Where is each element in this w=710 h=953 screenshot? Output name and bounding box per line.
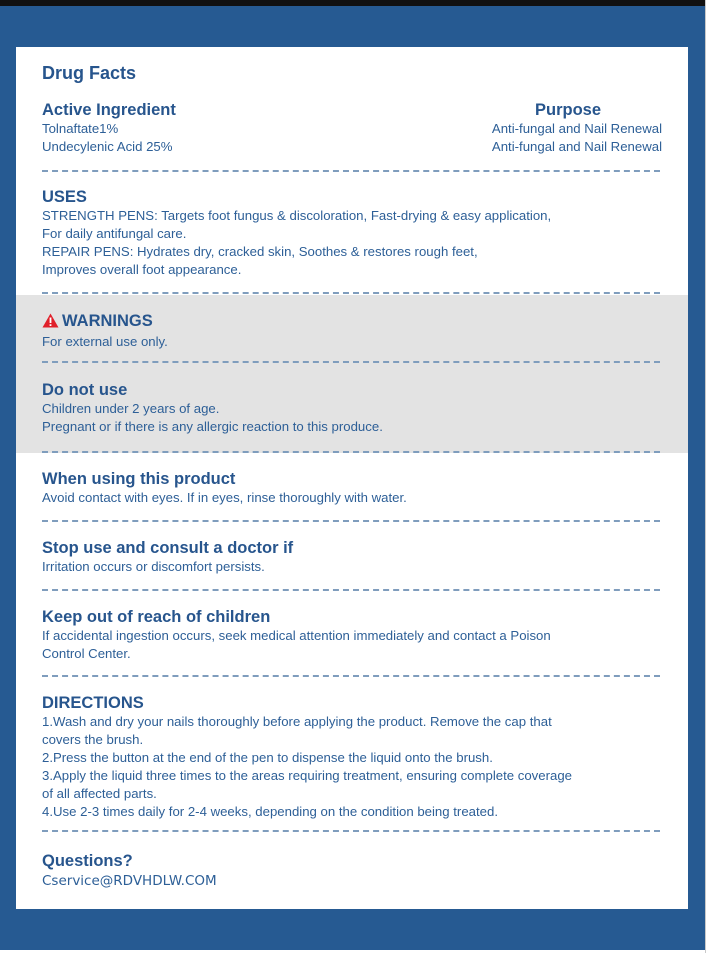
support-email: Cservice@RDVHDLW.COM [42, 873, 217, 889]
ingredient-purpose: Anti-fungal and Nail Renewal [491, 139, 662, 154]
warnings-text: For external use only. [42, 334, 168, 349]
questions-heading: Questions? [42, 852, 133, 870]
uses-line: REPAIR PENS: Hydrates dry, cracked skin, Soothes & restores rough feet, [42, 244, 478, 259]
uses-line: For daily antifungal care. [42, 226, 187, 241]
do-not-use-line: Pregnant or if there is any allergic reaction to this produce. [42, 419, 383, 434]
uses-line: STRENGTH PENS: Targets foot fungus & discoloration, Fast-drying & easy application, [42, 208, 552, 223]
active-ingredient-section [42, 100, 662, 156]
warnings-heading: WARNINGS [62, 312, 153, 330]
directions-line: of all affected parts. [42, 786, 157, 801]
directions-line: 1.Wash and dry your nails thoroughly before applying the product. Remove the cap that [42, 714, 552, 729]
when-using-section [42, 469, 662, 507]
divider [42, 589, 660, 591]
divider [42, 675, 660, 677]
page-edge [705, 0, 710, 953]
divider [42, 170, 660, 172]
active-ingredient-heading: Active Ingredient [42, 101, 176, 119]
warnings-section [42, 311, 662, 351]
uses-heading: USES [42, 188, 87, 206]
divider [42, 361, 660, 363]
keep-out-line: If accidental ingestion occurs, seek medical attention immediately and contact a Poison [42, 628, 551, 643]
uses-line: Improves overall foot appearance. [42, 262, 242, 277]
keep-out-heading: Keep out of reach of children [42, 608, 271, 626]
directions-line: 3.Apply the liquid three times to the areas requiring treatment, ensuring complete coverage [42, 768, 572, 783]
do-not-use-line: Children under 2 years of age. [42, 401, 220, 416]
directions-line: 4.Use 2-3 times daily for 2-4 weeks, depending on the condition being treated. [42, 804, 498, 819]
ingredient-name: Undecylenic Acid 25% [42, 139, 173, 154]
stop-use-heading: Stop use and consult a doctor if [42, 539, 294, 557]
uses-section [42, 187, 662, 279]
do-not-use-section [42, 380, 662, 436]
ingredient-purpose: Anti-fungal and Nail Renewal [491, 121, 662, 136]
do-not-use-heading: Do not use [42, 381, 128, 399]
directions-line: 2.Press the button at the end of the pen to dispense the liquid onto the brush. [42, 750, 493, 765]
ingredient-name: Tolnaftate1% [42, 121, 119, 136]
directions-heading: DIRECTIONS [42, 694, 144, 712]
divider [42, 292, 660, 294]
directions-section [42, 693, 662, 821]
page-title: Drug Facts [42, 63, 137, 83]
when-using-text: Avoid contact with eyes. If in eyes, rinse thoroughly with water. [42, 490, 407, 505]
drug-facts-panel [16, 47, 688, 909]
keep-out-section [42, 607, 662, 663]
directions-line: covers the brush. [42, 732, 144, 747]
questions-section [42, 851, 662, 891]
stop-use-text: Irritation occurs or discomfort persists. [42, 559, 265, 574]
stop-use-section [42, 538, 662, 576]
keep-out-line: Control Center. [42, 646, 131, 661]
warning-triangle-icon [42, 313, 59, 333]
divider [42, 830, 660, 832]
divider [42, 520, 660, 522]
divider [42, 451, 660, 453]
purpose-heading: Purpose [534, 101, 602, 119]
when-using-heading: When using this product [42, 470, 236, 488]
